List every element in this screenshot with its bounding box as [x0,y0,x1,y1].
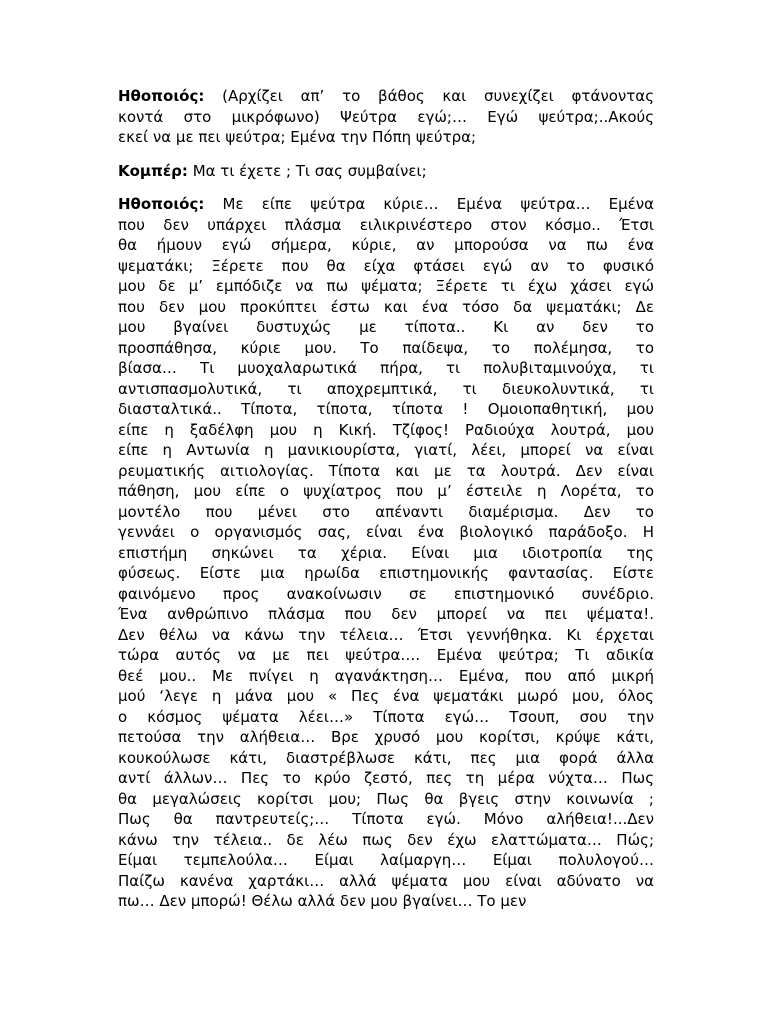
speaker-name: Κομπέρ: [118,161,188,180]
text-line [118,850,654,871]
text-line [118,235,654,256]
text-line [118,215,654,236]
document-page [118,86,654,925]
line-text: κοντά στο μικρόφωνο) Ψεύτρα εγώ;… Εγώ ψεύτρα;..Ακούς [118,107,654,126]
text-line [118,809,654,830]
line-text: πάθηση, μου είπε ο ψυχίατρος που μ’ έστειλε η Λορέτα, το [118,482,654,500]
text-line [118,502,654,523]
text-line [118,256,654,277]
text-line [118,604,654,625]
text-line [118,789,654,810]
line-text: θα ήμουν εγώ σήμερα, κύριε, αν μπορούσα να πω ένα [118,236,654,254]
text-line [118,399,654,420]
line-text: μου δε μ’ εμπόδιζε να πω ψέματα; Ξέρετε τι έχω χάσει εγώ [118,277,654,295]
line-text: μου βγαίνει δυστυχώς με τίποτα.. Κι αν δεν το [118,318,654,336]
line-text: φαινόμενο προς ανακοίνωσιν σε επιστημονικό συνέδριο. [118,584,654,603]
text-line [118,522,654,543]
line-text: εκεί να με πει ψεύτρα; Εμένα την Πόπη ψεύτρα; [118,128,477,146]
speaker-name: Ηθοποιός: [118,195,205,213]
dialogue-paragraph [118,86,654,148]
line-text: Παίζω κανένα χαρτάκι… αλλά ψέματα μου είναι αδύνατο να [118,871,654,890]
line-text: κουκούλωσε κάτι, διαστρέβλωσε κάτι, πες μια φορά άλλα [118,748,654,767]
line-text: αντί άλλων… Πες το κρύο ζεστό, πες τη μέρα νύχτα… Πως [118,769,654,787]
line-text: που δεν υπάρχει πλάσμα ειλικρινέστερο στον κόσμο.. Έτσι [118,215,654,234]
text-line [118,107,654,128]
text-line [118,127,654,148]
text-line [118,830,654,851]
line-text: πετούσα την αλήθεια… Βρε χρυσό μου κορίτσι, κρύψε κάτι, [118,728,654,746]
text-line [118,686,654,707]
line-text: προσπάθησα, κύριε μου. Το παίδεψα, το πολέμησα, το [118,338,654,357]
dialogue-paragraph [118,194,654,912]
text-line [118,543,654,564]
text-line [118,161,654,182]
line-text: διασταλτικά.. Τίποτα, τίποτα, τίποτα ! Ομοιοπαθητική, μου [118,400,654,418]
text-line [118,461,654,482]
line-text: Δεν θέλω να κάνω την τέλεια… Έτσι γεννήθηκα. Κι έρχεται [118,625,654,644]
text-line [118,563,654,584]
line-text: θα μεγαλώσεις κορίτσι μου; Πως θα βγεις στην κοινωνία ; [118,789,654,808]
line-text: (Αρχίζει απ’ το βάθος και συνεχίζει φτάνοντας [204,87,654,105]
line-text: μού ‘λεγε η μάνα μου « Πες ένα ψεματάκι μωρό μου, όλος [118,687,654,705]
line-text: Είμαι τεμπελούλα… Είμαι λαίμαργη… Είμαι πολυλογού… [118,851,654,869]
line-text: είπε η ξαδέλφη μου η Κική. Τζίφος! Ραδιούχα λουτρά, μου [118,420,654,439]
line-text: ο κόσμος ψέματα λέει…» Τίποτα εγώ… Τσουπ, σου την [118,707,654,726]
text-line [118,379,654,400]
line-text: θεέ μου.. Με πνίγει η αγανάκτηση… Εμένα, που από μικρή [118,666,654,685]
line-text: γεννάει ο οργανισμός σας, είναι ένα βιολογικό παράδοξο. Η [118,523,654,541]
line-text: Με είπε ψεύτρα κύριε… Εμένα ψεύτρα… Εμένα [204,195,654,213]
line-text: Πως θα παντρευτείς;… Τίποτα εγώ. Μόνο αλήθεια!...Δεν [118,810,654,828]
text-line [118,86,654,107]
text-line [118,871,654,892]
speaker-name: Ηθοποιός: [118,87,205,105]
line-text: Μα τι έχετε ; Τι σας συμβαίνει; [187,161,427,180]
text-line [118,276,654,297]
line-text: αντισπασμολυτικά, τι αποχρεμπτικά, τι διευκολυντικά, τι [118,379,654,398]
text-line [118,440,654,461]
text-line [118,645,654,666]
text-line [118,194,654,215]
line-text: Ένα ανθρώπινο πλάσμα που δεν μπορεί να πει ψέματα!. [118,605,654,623]
text-line [118,584,654,605]
line-text: μοντέλο που μένει στο απέναντι διαμέρισμα. Δεν το [118,502,654,521]
text-line [118,420,654,441]
text-line [118,338,654,359]
text-line [118,358,654,379]
text-line [118,297,654,318]
text-line [118,748,654,769]
line-text: που δεν μου προκύπτει έστω και ένα τόσο δα ψεματάκι; Δε [118,297,654,316]
line-text: τώρα αυτός να με πει ψεύτρα…. Εμένα ψεύτρα; Τι αδικία [118,646,654,664]
line-text: βίασα… Τι μυοχαλαρωτικά πήρα, τι πολυβιταμινούχα, τι [118,359,654,377]
line-text: κάνω την τέλεια.. δε λέω πως δεν έχω ελαττώματα… Πώς; [118,830,654,849]
text-line [118,768,654,789]
text-line [118,891,654,912]
text-line [118,707,654,728]
text-line [118,317,654,338]
line-text: ρευματικής αιτιολογίας. Τίποτα και με τα λουτρά. Δεν είναι [118,461,654,480]
line-text: ψεματάκι; Ξέρετε που θα είχα φτάσει εγώ αν το φυσικό [118,256,654,275]
line-text: επιστήμη σηκώνει τα χέρια. Είναι μια ιδιοτροπία της [118,543,654,562]
line-text: φύσεως. Είστε μια ηρωίδα επιστημονικής φαντασίας. Είστε [118,564,654,582]
text-line [118,625,654,646]
text-line [118,666,654,687]
dialogue-paragraph [118,161,654,182]
text-line [118,481,654,502]
line-text: είπε η Αντωνία η μανικιουρίστα, γιατί, λέει, μπορεί να είναι [118,441,654,459]
line-text: πω… Δεν μπορώ! Θέλω αλλά δεν μου βγαίνει… Το μεν [118,892,527,910]
text-line [118,727,654,748]
